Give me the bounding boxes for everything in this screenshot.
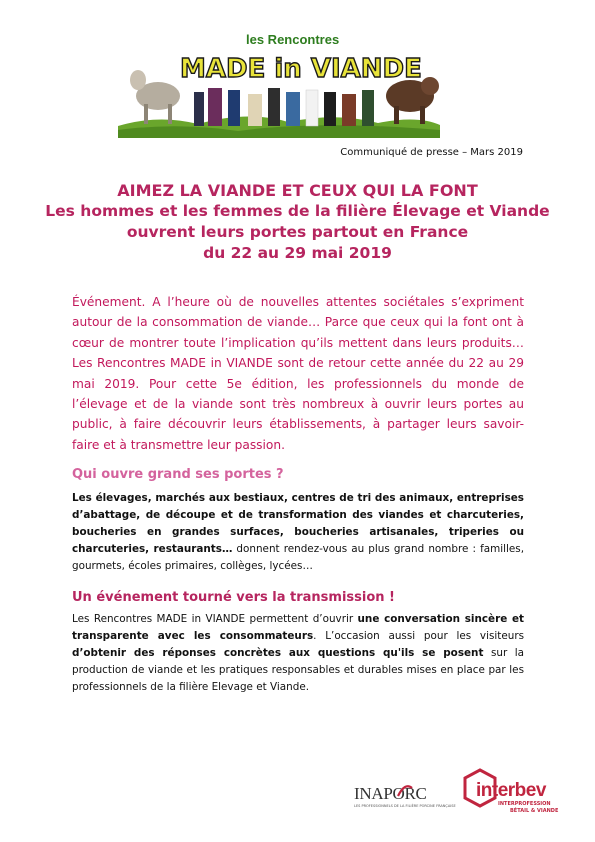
press-release-date: Communiqué de presse – Mars 2019	[340, 147, 523, 158]
emphasis-segment: une conversation sincère et transparente avec les consommateurs	[72, 613, 524, 642]
headline-line-1: AIMEZ LA VIANDE ET CEUX QUI LA FONT	[117, 181, 478, 200]
text-segment: sur la production de viande et les pratiques responsables et durables mises en place par les professionnels de la filière Elevage et Viande.	[72, 647, 525, 693]
inaporc-name: INAPORC	[354, 784, 427, 803]
headline-line-2: Les hommes et les femmes de la filière Élevage et Viande	[45, 202, 550, 220]
interbev-logo	[462, 768, 568, 818]
inaporc-mark-icon	[396, 782, 414, 800]
logo-prefix: les Rencontres	[246, 32, 340, 47]
interbev-subtitle-1: INTERPROFESSION	[498, 801, 551, 807]
participants-list: Les élevages, marchés aux bestiaux, centres de tri des animaux, entreprises d’abattage, de découpe et de transformation des viandes et charcuteries, boucheries en grandes surfaces, boucheries artisanales, triperies ou charcuteries, restaurants…	[72, 492, 524, 555]
headline-line-4: du 22 au 29 mai 2019	[203, 244, 392, 262]
emphasis-segment: d’obtenir des réponses concrètes aux questions qu'ils se posent	[72, 647, 484, 659]
inaporc-tagline: LES PROFESSIONNELS DE LA FILIÈRE PORCINE FRANÇAISE	[354, 804, 456, 808]
text-segment: . L’occasion aussi pour les visiteurs	[313, 630, 525, 642]
intro-paragraph: Événement. A l’heure où de nouvelles attentes sociétales s’expriment autour de la consommation de viande… Parce que ceux qui la font ont à cœur de montrer toute l’implication qu’ils mettent dans leurs produits… Les Rencontres MADE in VIANDE sont de retour cette année du 22 au 29 mai 2019. Pour cette 5e édition, les professionnels du monde de l’élevage et de la viande sont très nombreux à ouvrir leurs portes au public, à faire découvrir leurs établissements, à partager leurs savoir-faire et à transmettre leur passion.	[72, 295, 524, 452]
interbev-subtitle-2: BÉTAIL & VIANDE	[510, 808, 559, 814]
section-title-transmission: Un événement tourné vers la transmission !	[72, 590, 395, 605]
headline-line-3: ouvrent leurs portes partout en France	[126, 223, 469, 241]
section-body-transmission	[72, 611, 524, 696]
logo-title: MADE in VIANDE	[180, 54, 422, 84]
interbev-name: interbev	[476, 780, 546, 801]
headline	[40, 180, 555, 264]
section-title-doors: Qui ouvre grand ses portes ?	[72, 467, 284, 482]
made-in-viande-banner	[118, 30, 440, 138]
inaporc-logo	[354, 784, 456, 814]
section-body-doors	[72, 490, 524, 575]
text-segment: Les Rencontres MADE in VIANDE permettent d’ouvrir	[72, 613, 358, 625]
audience-text: donnent rendez-vous au plus grand nombre : familles, gourmets, écoles primaires, collèges, lycées…	[72, 543, 524, 572]
